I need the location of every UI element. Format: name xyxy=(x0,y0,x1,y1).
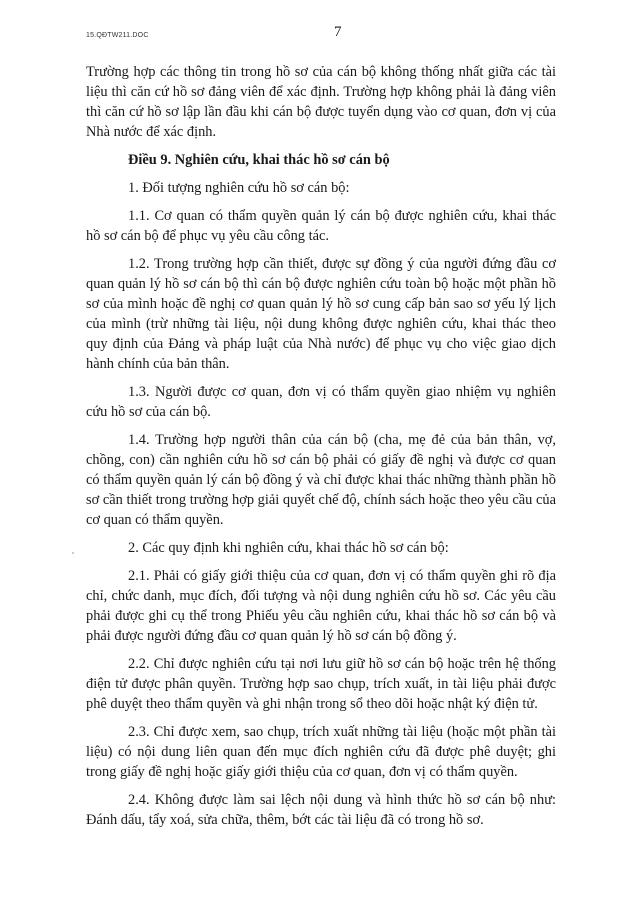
clause-1-1: 1.1. Cơ quan có thẩm quyền quản lý cán bộ được nghiên cứu, khai thác hồ sơ cán bộ để phục vụ yêu cầu công tác. xyxy=(86,208,556,244)
clause-2-2: 2.2. Chỉ được nghiên cứu tại nơi lưu giữ hồ sơ cán bộ hoặc trên hệ thống điện tử được phân quyền. Trường hợp sao chụp, trích xuất, in tài liệu phải được phê duyệt theo thẩm quyền và ghi nhận trong sổ theo dõi hoặc nhật ký điện tử. xyxy=(86,656,556,712)
clause-2-1: 2.1. Phải có giấy giới thiệu của cơ quan, đơn vị có thẩm quyền ghi rõ địa chỉ, chức danh, mục đích, đối tượng và nội dung nghiên cứu hồ sơ. Các yêu cầu phải được ghi cụ thể trong Phiếu yêu cầu nghiên cứu, khai thác hồ sơ cán bộ và phải được người đứng đầu cơ quan quản lý hồ sơ cán bộ đồng ý. xyxy=(86,568,556,644)
clause-1-2: 1.2. Trong trường hợp cần thiết, được sự đồng ý của người đứng đầu cơ quan quản lý hồ sơ cán bộ thì cán bộ được nghiên cứu toàn bộ hoặc một phần hồ sơ của mình hoặc đề nghị cơ quan quản lý hồ sơ cung cấp bản sao sơ yếu lý lịch của mình (trừ những tài liệu, nội dung không được nghiên cứu, khai thác theo quy định của Đảng và pháp luật của Nhà nước) để phục vụ cho việc giao dịch hành chính của bản thân. xyxy=(86,256,556,372)
clause-1-title: 1. Đối tượng nghiên cứu hồ sơ cán bộ: xyxy=(128,180,350,196)
document-body xyxy=(86,62,556,838)
clause-1-3: 1.3. Người được cơ quan, đơn vị có thẩm quyền giao nhiệm vụ nghiên cứu hồ sơ của cán bộ. xyxy=(86,384,556,420)
scan-speck xyxy=(72,552,74,554)
clause-2-3: 2.3. Chỉ được xem, sao chụp, trích xuất những tài liệu (hoặc một phần tài liệu) có nội dung liên quan đến mục đích nghiên cứu đã được phê duyệt; ghi trong giấy đề nghị hoặc giấy giới thiệu của cơ quan, đơn vị có thẩm quyền. xyxy=(86,724,556,780)
clause-2-title: 2. Các quy định khi nghiên cứu, khai thác hồ sơ cán bộ: xyxy=(128,540,449,556)
page-number: 7 xyxy=(334,24,342,40)
clause-1-4: 1.4. Trường hợp người thân của cán bộ (cha, mẹ đẻ của bản thân, vợ, chồng, con) cần nghiên cứu hồ sơ cán bộ phải có giấy đề nghị và được cơ quan có thẩm quyền quản lý cán bộ đồng ý và chỉ được khai thác những thành phần hồ sơ cần thiết trong trường hợp giải quyết chế độ, chính sách hoặc theo yêu cầu của cơ quan có thẩm quyền. xyxy=(86,432,556,528)
document-id: 15.QĐTW211.DOC xyxy=(86,32,149,39)
paragraph-continuation: Trường hợp các thông tin trong hồ sơ của cán bộ không thống nhất giữa các tài liệu thì căn cứ hồ sơ đảng viên để xác định. Trường hợp không phải là đảng viên thì căn cứ hồ sơ lập lần đầu khi cán bộ được tuyển dụng vào cơ quan, đơn vị của Nhà nước để xác định. xyxy=(86,64,556,140)
clause-2-4: 2.4. Không được làm sai lệch nội dung và hình thức hồ sơ cán bộ như: Đánh dấu, tẩy xoá, sửa chữa, thêm, bớt các tài liệu đã có trong hồ sơ. xyxy=(86,792,556,828)
page-header xyxy=(86,24,556,48)
article-heading: Điều 9. Nghiên cứu, khai thác hồ sơ cán bộ xyxy=(128,152,390,168)
